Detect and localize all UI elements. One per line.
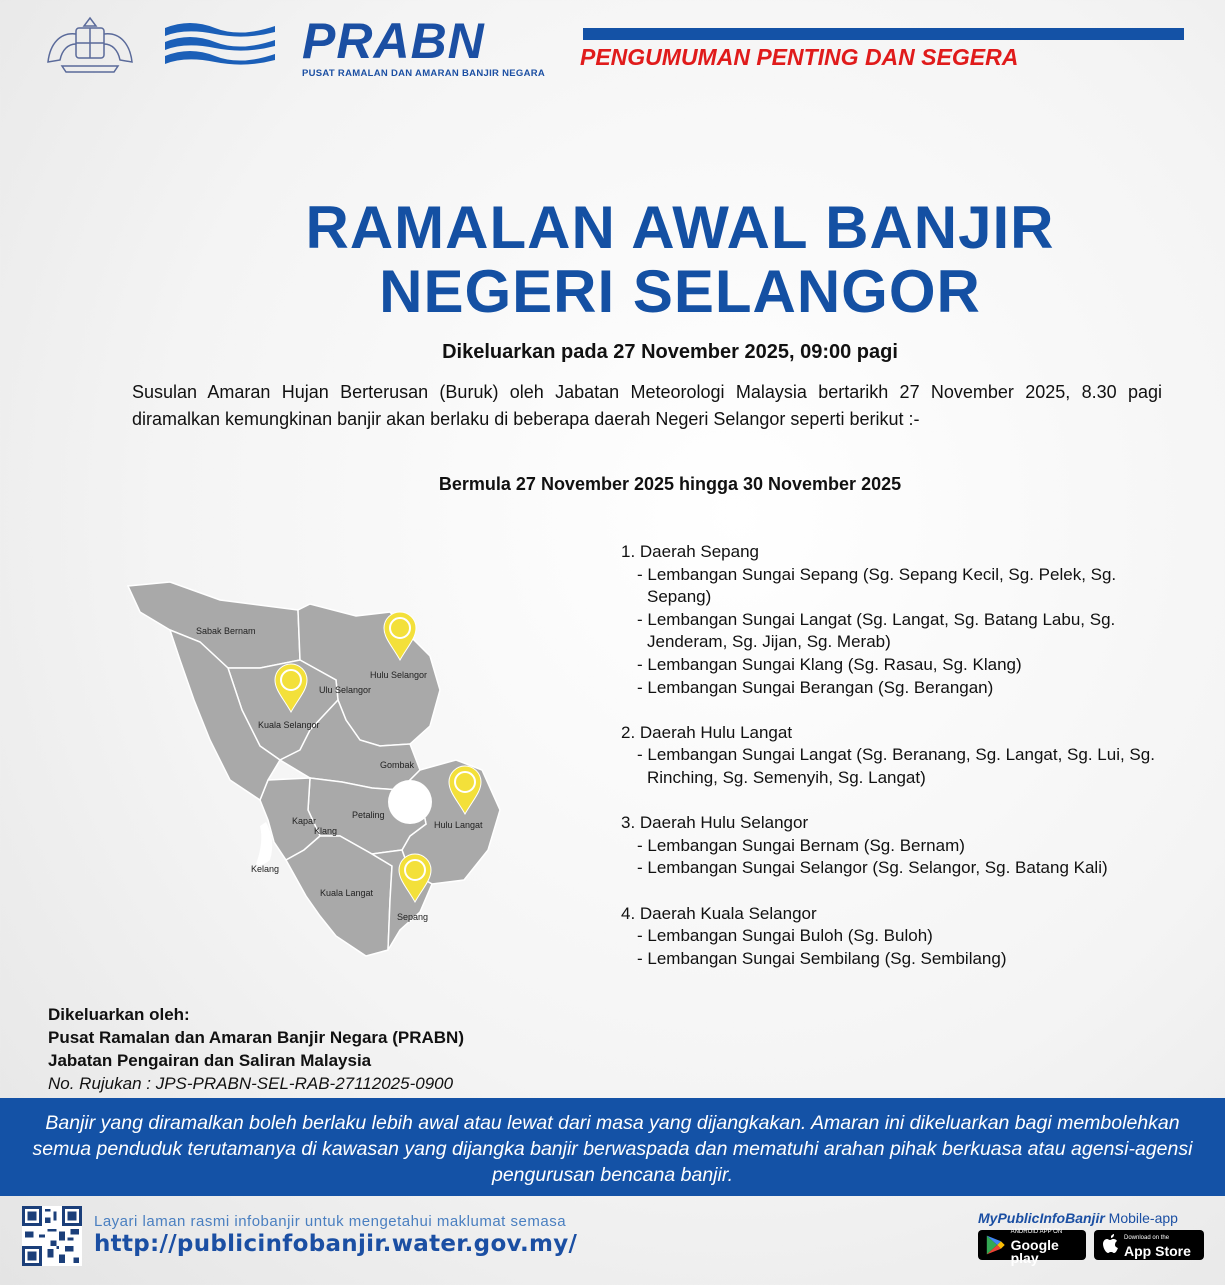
- qr-code-icon[interactable]: [22, 1206, 82, 1266]
- website-url-link[interactable]: http://publicinfobanjir.water.gov.my/: [94, 1231, 578, 1257]
- google-play-button[interactable]: [978, 1228, 1086, 1266]
- urgent-announcement-label: PENGUMUMAN PENTING DAN SEGERA: [580, 44, 1019, 70]
- basin-item: - Lembangan Sungai Selangor (Sg. Selangor, Sg. Batang Kali): [637, 858, 1108, 878]
- district-name: 1. Daerah Sepang: [621, 542, 759, 561]
- district-item: [621, 812, 1221, 880]
- district-item: [621, 722, 1221, 790]
- intro-paragraph: Susulan Amaran Hujan Berterusan (Buruk) oleh Jabatan Meteorologi Malaysia bertarikh 27 November 2025, 8.30 pagi diramalkan kemungkinan banjir akan berlaku di beberapa daerah Negeri Selangor seperti berikut :-: [132, 382, 1162, 429]
- app-name: MyPublicInfoBanjir: [978, 1210, 1105, 1226]
- map-label-sepang: Sepang: [397, 912, 429, 922]
- forecast-period: Bermula 27 November 2025 hingga 30 November 2025: [438, 474, 902, 494]
- reference-number: No. Rujukan : JPS-PRABN-SEL-RAB-27112025-0900: [48, 1074, 454, 1093]
- map-label-gombak: Gombak: [380, 760, 415, 770]
- brand-name: PRABN: [302, 13, 485, 69]
- map-label-kelang: Kelang: [251, 864, 280, 874]
- notice-banner: [0, 1098, 1225, 1196]
- basin-item: - Lembangan Sungai Klang (Sg. Rasau, Sg. Klang): [637, 654, 1022, 674]
- google-play-small: ANDROID APP ON: [1010, 1228, 1063, 1235]
- map-label-ulu-selangor: Ulu Selangor: [319, 685, 372, 695]
- map-label-petaling: Petaling: [352, 810, 385, 820]
- map-label-kuala-langat: Kuala Langat: [320, 888, 374, 898]
- issuer-org-jps: Jabatan Pengairan dan Saliran Malaysia: [48, 1051, 372, 1070]
- basin-item: - Lembangan Sungai Sepang (Sg. Sepang Kecil, Sg. Pelek, Sg. Sepang): [637, 564, 1117, 607]
- issuer-label: Dikeluarkan oleh:: [48, 1005, 190, 1024]
- page-title: [0, 196, 1225, 324]
- jps-wave-logo: [160, 18, 280, 74]
- district-name: 4. Daerah Kuala Selangor: [621, 903, 817, 923]
- map-label-klang: Klang: [314, 826, 338, 836]
- basin-item: - Lembangan Sungai Bernam (Sg. Bernam): [637, 835, 965, 855]
- google-play-label: Google play: [1010, 1236, 1059, 1266]
- app-store-button[interactable]: [1094, 1230, 1204, 1260]
- basin-item: - Lembangan Sungai Langat (Sg. Langat, Sg. Batang Labu, Sg. Jenderam, Sg. Jijan, Sg. Merab): [637, 609, 1116, 652]
- map-label-kapar: Kapar: [292, 816, 317, 826]
- map-label-kuala-selangor: Kuala Selangor: [258, 720, 320, 730]
- selangor-district-map: [110, 560, 530, 980]
- app-store-label: App Store: [1124, 1243, 1191, 1259]
- map-label-sabak-bernam: Sabak Bernam: [196, 626, 256, 636]
- header-accent-bar: [583, 28, 1184, 40]
- district-item: [621, 541, 1221, 699]
- district-item: [621, 903, 1221, 971]
- district-shapes: [128, 582, 500, 956]
- app-suffix: Mobile-app: [1104, 1210, 1178, 1226]
- district-name: 3. Daerah Hulu Selangor: [621, 813, 809, 833]
- prabn-logo: [302, 13, 546, 79]
- apple-icon: [1102, 1234, 1120, 1256]
- map-label-hulu-langat: Hulu Langat: [434, 820, 483, 830]
- title-line-1: RAMALAN AWAL BANJIR: [305, 194, 1055, 261]
- mobile-app-label: [978, 1210, 1178, 1226]
- basin-item: - Lembangan Sungai Berangan (Sg. Berangan): [637, 677, 994, 697]
- notice-text: Banjir yang diramalkan boleh berlaku lebih awal atau lewat dari masa yang dijangkakan. Amaran ini dikeluarkan bagi membolehkan semua penduduk terutamanya di kawasan yang dijangka banjir berwaspada dan mematuhi arahan pihak berkuasa atau agensi-agensi pengurusan bencana banjir.: [32, 1112, 1193, 1186]
- app-store-small: Download on the: [1124, 1235, 1170, 1241]
- jata-negara-crest: [40, 14, 140, 76]
- kuala-lumpur-enclave: [388, 780, 432, 824]
- basin-item: - Lembangan Sungai Buloh (Sg. Buloh): [637, 926, 933, 946]
- basin-item: - Lembangan Sungai Sembilang (Sg. Sembilang): [637, 948, 1007, 968]
- issued-date: Dikeluarkan pada 27 November 2025, 09:00 pagi: [442, 341, 898, 363]
- map-label-hulu-selangor: Hulu Selangor: [370, 670, 428, 680]
- district-name: 2. Daerah Hulu Langat: [621, 722, 793, 742]
- brand-subtitle: PUSAT RAMALAN DAN AMARAN BANJIR NEGARA: [302, 68, 546, 79]
- issuer-org-prabn: Pusat Ramalan dan Amaran Banjir Negara (PRABN): [48, 1028, 464, 1047]
- issuer-block: [48, 1003, 464, 1095]
- title-line-2: NEGERI SELANGOR: [379, 258, 981, 325]
- district-list: [621, 541, 1221, 993]
- visit-website-text: Layari laman rasmi infobanjir untuk mengetahui maklumat semasa: [94, 1213, 567, 1230]
- basin-item: - Lembangan Sungai Langat (Sg. Beranang, Sg. Langat, Sg. Lui, Sg. Rinching, Sg. Semenyih, Sg. Langat): [637, 745, 1155, 787]
- google-play-icon: [984, 1234, 1007, 1256]
